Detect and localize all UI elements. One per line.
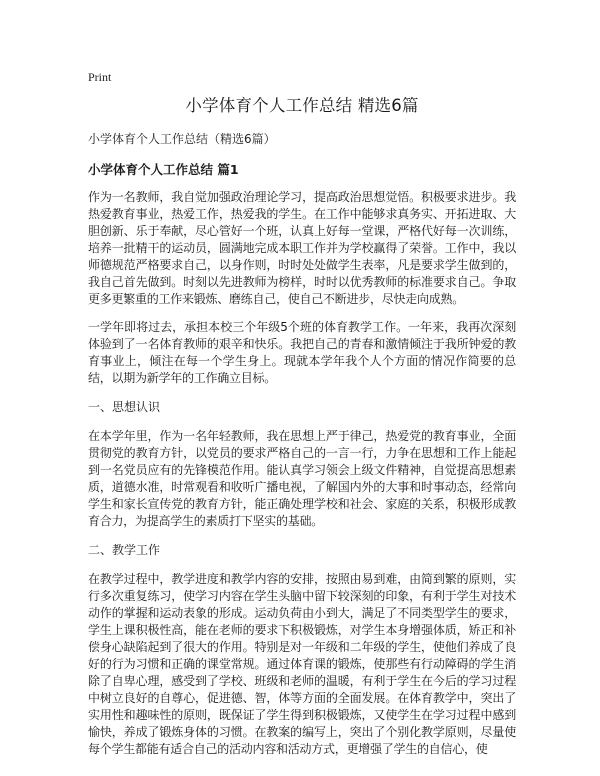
subheading-teaching: 二、教学工作 <box>88 543 161 557</box>
document-subtitle: 小学体育个人工作总结（精选6篇） <box>88 132 276 146</box>
paragraph-overview: 一学年即将过去，承担本校三个年级5个班的体育教学工作。一年来，我再次深刻体验到了一名体育教师的艰辛和快乐。我把自己的青春和激情倾注于我所钟爱的教育事业上，倾注在每一个学生身上。现就本学年我个人个方面的情况作简要的总结，以期为新学年的工作确立目标。 <box>88 320 516 385</box>
print-link[interactable]: Print <box>88 70 112 84</box>
section-heading: 小学体育个人工作总结 篇1 <box>88 162 239 177</box>
paragraph-thought: 在本学年里，作为一名年轻教师，我在思想上严于律己，热爱党的教育事业，全面贯彻党的教育方针，以党员的要求严格自己的一言一行，力争在思想和工作上能起到一名党员应有的先锋模范作用。能认真学习领会上级文件精神，自觉提高思想素质，道德水准，时常观看和收听广播电视，了解国内外的大事和时事动态，经常向学生和家长宣传党的教育方针，能正确处理学校和社会、家庭的关系，积极形成教育合力，为提高学生的素质打下坚实的基础。 <box>88 429 516 528</box>
subheading-thought: 一、思想认识 <box>88 400 161 414</box>
document-body <box>88 94 516 769</box>
page-title: 小学体育个人工作总结 精选6篇 <box>185 96 419 115</box>
paragraph-teaching: 在教学过程中，教学进度和教学内容的安排，按照由易到难，由简到繁的原则，实行多次重复练习，使学习内容在学生头脑中留下较深刻的印象，有利于学生对技术动作的掌握和运动表象的形成。运动负荷由小到大，满足了不同类型学生的要求，学生上课积极性高，能在老师的要求下积极锻炼，对学生本身增强体质，矫正和补偿身心缺陷起到了很大的作用。特别是对一年级和二年级的学生，使他们养成了良好的行为习惯和正确的课堂常规。通过体育课的锻炼，使那些有行动障碍的学生消除了自卑心理，感受到了学校、班级和老师的温暖，有利于学生在今后的学习过程中树立良好的自尊心，促进德、智，体等方面的全面发展。在体育教学中，突出了实用性和趣味性的原则，既保证了学生得到积极锻炼，又使学生在学习过程中感到愉快，养成了锻炼身体的习惯。在教案的编写上，突出了个别化教学原则，尽量使每个学生都能有适合自己的活动内容和活动方式，更增强了学生的自信心，使 <box>88 572 516 756</box>
paragraph-intro: 作为一名教师，我自觉加强政治理论学习，提高政治思想觉悟。积极要求进步。我热爱教育事业，热爱工作，热爱我的学生。在工作中能够求真务实、开拓进取、大胆创新、乐于奉献，尽心管好一个班，认真上好每一堂课，严格代好每一次训练，培养一批精干的运动员，圆满地完成本职工作并为学校赢得了荣誉。工作中，我以师德规范严格要求自己，以身作则，时时处处做学生表率，凡是要求学生做到的，我自己首先做到。时刻以先进教师为榜样，时时以优秀教师的标准要求自己。争取更多更繁重的工作来锻炼、磨练自己，使自己不断进步，尽快走向成熟。 <box>88 190 516 306</box>
